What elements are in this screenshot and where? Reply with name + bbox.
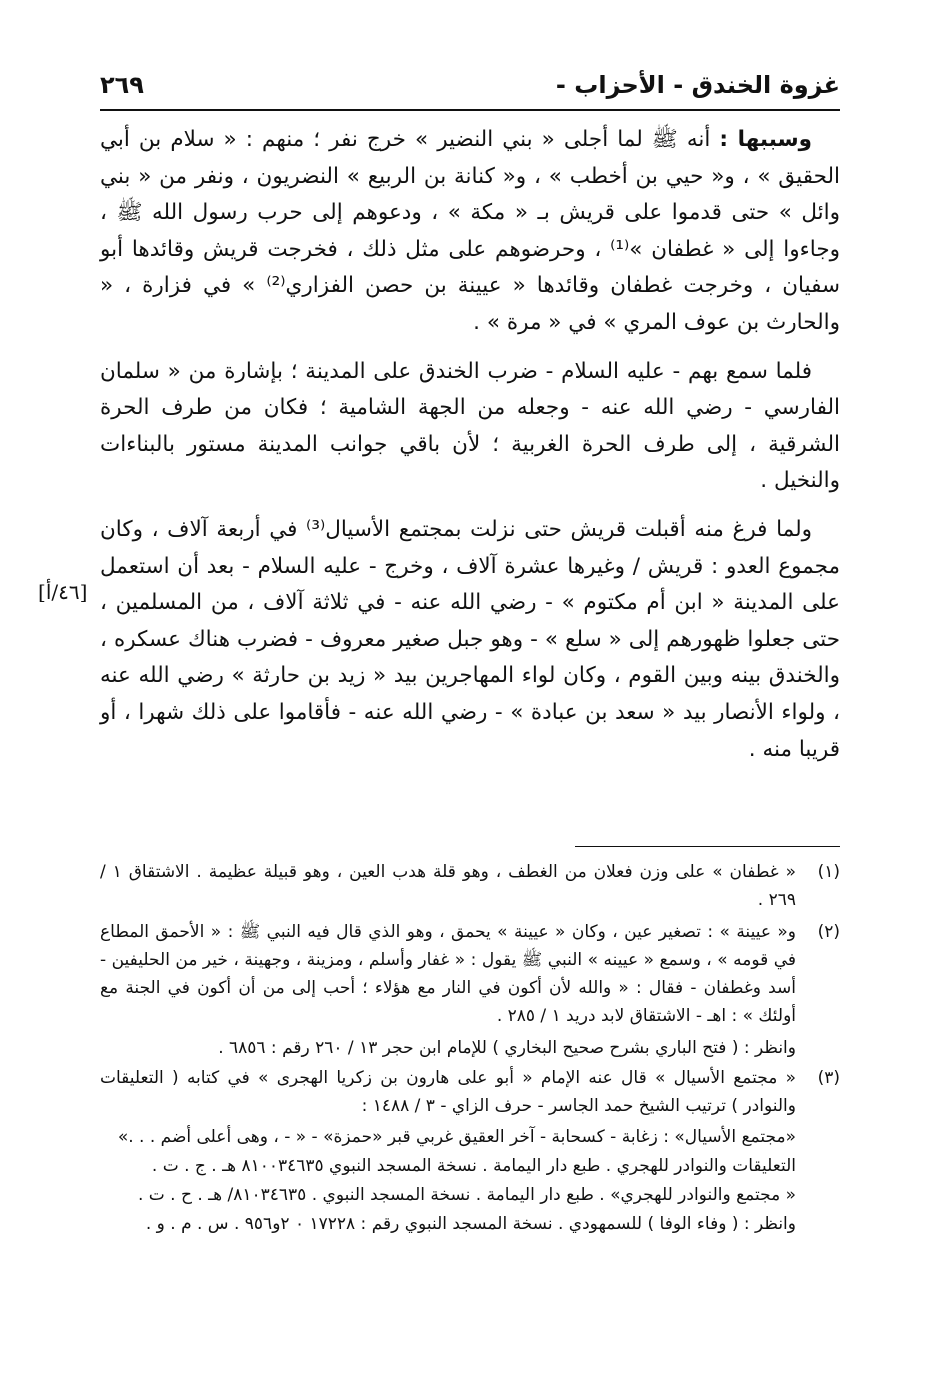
- page-number: ٢٦٩: [100, 71, 144, 99]
- footnote-3-line: التعليقات والنوادر للهجري . طبع دار اليمامة . نسخة المسجد النبوي ٨١٠٠٣٤٦٣٥ هـ . ج . ت .: [151, 1156, 796, 1176]
- header-divider: [100, 109, 840, 111]
- paragraph-1-text: أنه ﷺ لما أجلى « بني النضير » خرج نفر ؛ منهم : « سلام بن أبي الحقيق » ، و« حيي بن أخطب » ، و« كنانة بن الربيع » النضريون ، ونفر من « بني وائل » حتى قدموا على قريش بـ « مكة » ، ودعوهم إلى حرب رسول الله ﷺ ، وجاءوا إلى « غطفان »⁽¹⁾ ، وحرضوهم على مثل ذلك ، فخرجت قريش وقائدها أبو سفيان ، وخرجت غطفان وقائدها « عيينة بن حصن الفزاري⁽²⁾ » في فزارة ، « والحارث بن عوف المري » في « مرة » .: [100, 127, 840, 335]
- main-text: [100, 122, 840, 780]
- footnote-text: و« عيينة » : تصغير عين ، وكان « عيينة » يحمق ، وهو الذي قال فيه النبي ﷺ : « الأحمق المطاع في قومه » ، وسمع « عيينه » النبي ﷺ يقول : « غفار وأسلم ، ومزينة ، وجهينة ، خير من الحليفين - أسد وغطفان - فقال : « والله لأن أكون في النار مع هؤلاء ؛ أحب إلى من أن أكون في الجنة مع أولئك » : اهـ - الاشتقاق لابد دريد ١ / ٢٨٥ .: [100, 922, 796, 1026]
- paragraph-lead: وسببها :: [719, 127, 812, 152]
- footnote-divider: [575, 846, 840, 847]
- footnote-3-line: «مجتمع الأسيال» : زغابة - كسحابة - آخر العقيق غربي قبر «حمزة» - « - ، وهى أعلى أضم . . .»: [117, 1127, 796, 1147]
- paragraph-1: [100, 122, 840, 342]
- footnote-text: « مجتمع الأسيال » قال عنه الإمام « أبو على هارون بن زكريا الهجرى » في كتابه ( التعليقات والنوادر ) ترتيب الشيخ حمد الجاسر - حرف الزاي - ٣ / ١٤٨٨ :: [100, 1068, 796, 1116]
- running-header: [100, 62, 840, 108]
- footnote-3: [100, 1064, 840, 1120]
- footnote-number: (٢): [817, 922, 840, 942]
- footnote-3-line: وانظر : ( وفاء الوفا ) للسمهودي . نسخة المسجد النبوي رقم : ١٧٢٢٨ ٠ ٢و٩٥٦ . س . م . و .: [145, 1214, 796, 1234]
- footnote-1: [100, 858, 840, 914]
- footnote-2-reference: وانظر : ( فتح الباري بشرح صحيح البخاري ) للإمام ابن حجر ١٣ / ٢٦٠ رقم : ٦٨٥٦ .: [218, 1038, 796, 1058]
- footnote-number: (٣): [817, 1068, 840, 1088]
- footnote-text: « غطفان » على وزن فعلان من الغطف ، وهو قلة هدب العين ، وهو قبيلة عظيمة . الاشتقاق ١ / ٢٦٩ .: [100, 862, 796, 910]
- footnote-3-line: « مجتمع والنوادر للهجري» . طبع دار اليمامة . نسخة المسجد النبوي . ٨١٠٣٤٦٣٥/ هـ . ح . ت .: [137, 1185, 796, 1205]
- paragraph-2: فلما سمع بهم - عليه السلام - ضرب الخندق على المدينة ؛ بإشارة من « سلمان الفارسي - رضي الله عنه - وجعله من الجهة الشامية ؛ فكان من طرف الحرة الشرقية ، إلى طرف الحرة الغربية ؛ لأن باقي جوانب المدينة مستور بالبناءات والنخيل .: [100, 358, 840, 494]
- paragraph-3: ولما فرغ منه أقبلت قريش حتى نزلت بمجتمع الأسيال⁽³⁾ في أربعة آلاف ، وكان مجموع العدو : قريش / وغيرها عشرة آلاف ، وخرج - عليه السلام - بعد أن استعمل على المدينة « ابن أم مكتوم » - رضي الله عنه - في ثلاثة آلاف ، من المسلمين ، حتى جعلوا ظهورهم إلى « سلع » - وهو جبل صغير معروف - فضرب هناك عسكره ، والخندق بينه وبين القوم ، وكان لواء المهاجرين بيد « زيد بن حارثة » رضي الله عنه ، ولواء الأنصار بيد « سعد بن عبادة » - رضي الله عنه - فأقاموا على ذلك شهرا ، أو قريبا منه .: [100, 516, 840, 762]
- footnote-number: (١): [817, 862, 840, 882]
- manuscript-folio-marker: [٤٦/أ]: [38, 580, 88, 604]
- chapter-title: غزوة الخندق - الأحزاب -: [555, 71, 840, 99]
- footnotes: [100, 858, 840, 1240]
- footnote-2: [100, 918, 840, 1030]
